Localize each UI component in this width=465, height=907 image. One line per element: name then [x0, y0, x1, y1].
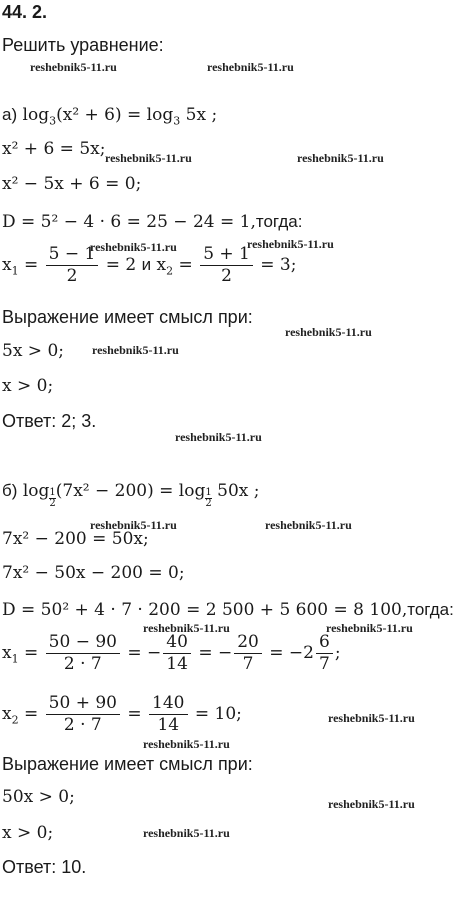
watermark: reshebnik5-11.ru: [90, 518, 177, 532]
a-meaning: Выражение имеет смысл при:: [2, 307, 253, 327]
b-condition-2: x > 0;: [2, 823, 54, 843]
b-root-1: $x_1$ = $\frac{50 - 90}{2 \cdot 7}$ = − $\frac{40}{14}$ = − $\frac{20}{7}$ = −2 $\frac{6}{7}$ ;: [2, 632, 341, 674]
a-log1: log: [22, 105, 50, 125]
a-step1: x² + 6 = 5x;: [2, 139, 106, 159]
watermark: reshebnik5-11.ru: [285, 325, 372, 339]
b-step2: 7x² − 50x − 200 = 0;: [2, 563, 185, 583]
a-condition-1: 5x > 0;: [2, 341, 64, 361]
watermark: reshebnik5-11.ru: [175, 430, 262, 444]
a-answer: Ответ: 2; 3.: [2, 411, 97, 431]
b-discriminant: D = 50² + 4 · 7 · 200 = 2 500 + 5 600 = 8 100,тогда:: [2, 600, 454, 620]
b-step1: 7x² − 200 = 50x;: [2, 529, 149, 549]
b-equation: б) log $\frac{1}{2}$ (7x² − 200) = log $\frac{1}{2}$ 50x ;: [2, 481, 260, 509]
b-x1-fraction-b: $\frac{40}{14}$: [163, 634, 191, 673]
a-x1-fraction: $\frac{5 - 1}{2}$: [46, 246, 99, 285]
a-step2: x² − 5x + 6 = 0;: [2, 174, 142, 194]
b-base-fraction-2: $\frac{1}{2}$: [205, 486, 212, 509]
watermark: reshebnik5-11.ru: [143, 737, 230, 751]
b-meaning: Выражение имеет смысл при:: [2, 754, 253, 774]
watermark: reshebnik5-11.ru: [143, 621, 230, 635]
watermark: reshebnik5-11.ru: [326, 621, 413, 635]
a-equation: а) $\log_3(x^2 + 6) = \log_3 5x$ ;: [2, 105, 218, 128]
watermark: reshebnik5-11.ru: [265, 518, 352, 532]
watermark: reshebnik5-11.ru: [30, 60, 117, 74]
a-arg2: 5x ;: [180, 105, 218, 125]
a-x2-fraction: $\frac{5 + 1}{2}$: [200, 246, 253, 285]
watermark: reshebnik5-11.ru: [328, 797, 415, 811]
watermark: reshebnik5-11.ru: [143, 826, 230, 840]
b-x1-fraction-a: $\frac{50 - 90}{2 \cdot 7}$: [46, 634, 120, 673]
b-root-2: $x_2$ = $\frac{50 + 90}{2 \cdot 7}$ = $\frac{140}{14}$ = 10;: [2, 693, 242, 735]
watermark: reshebnik5-11.ru: [105, 151, 192, 165]
b-x2-fraction-a: $\frac{50 + 90}{2 \cdot 7}$: [46, 695, 120, 734]
watermark: reshebnik5-11.ru: [90, 240, 177, 254]
b-answer: Ответ: 10.: [2, 857, 87, 877]
watermark: reshebnik5-11.ru: [328, 711, 415, 725]
b-label: б): [2, 481, 18, 500]
b-condition-1: 50x > 0;: [2, 787, 75, 807]
watermark: reshebnik5-11.ru: [297, 151, 384, 165]
b-base-fraction-1: $\frac{1}{2}$: [49, 486, 56, 509]
a-discriminant: D = 5² − 4 · 6 = 25 − 24 = 1,тогда:: [2, 212, 303, 232]
b-x1-mixed: $\frac{6}{7}$: [316, 634, 333, 673]
a-condition-2: x > 0;: [2, 376, 54, 396]
a-roots: $x_1$ = $\frac{5 - 1}{2}$ = 2 и $x_2$ = $\frac{5 + 1}{2}$ = 3;: [2, 244, 297, 286]
a-label: а): [2, 105, 18, 124]
a-arg1: (x² + 6) = log: [56, 105, 174, 125]
watermark: reshebnik5-11.ru: [207, 60, 294, 74]
b-x2-fraction-b: $\frac{140}{14}$: [149, 695, 187, 734]
problem-number: 44. 2.: [2, 2, 48, 22]
watermark: reshebnik5-11.ru: [247, 237, 334, 251]
task-title: Решить уравнение:: [2, 35, 164, 55]
b-x1-fraction-c: $\frac{20}{7}$: [234, 634, 262, 673]
watermark: reshebnik5-11.ru: [92, 343, 179, 357]
